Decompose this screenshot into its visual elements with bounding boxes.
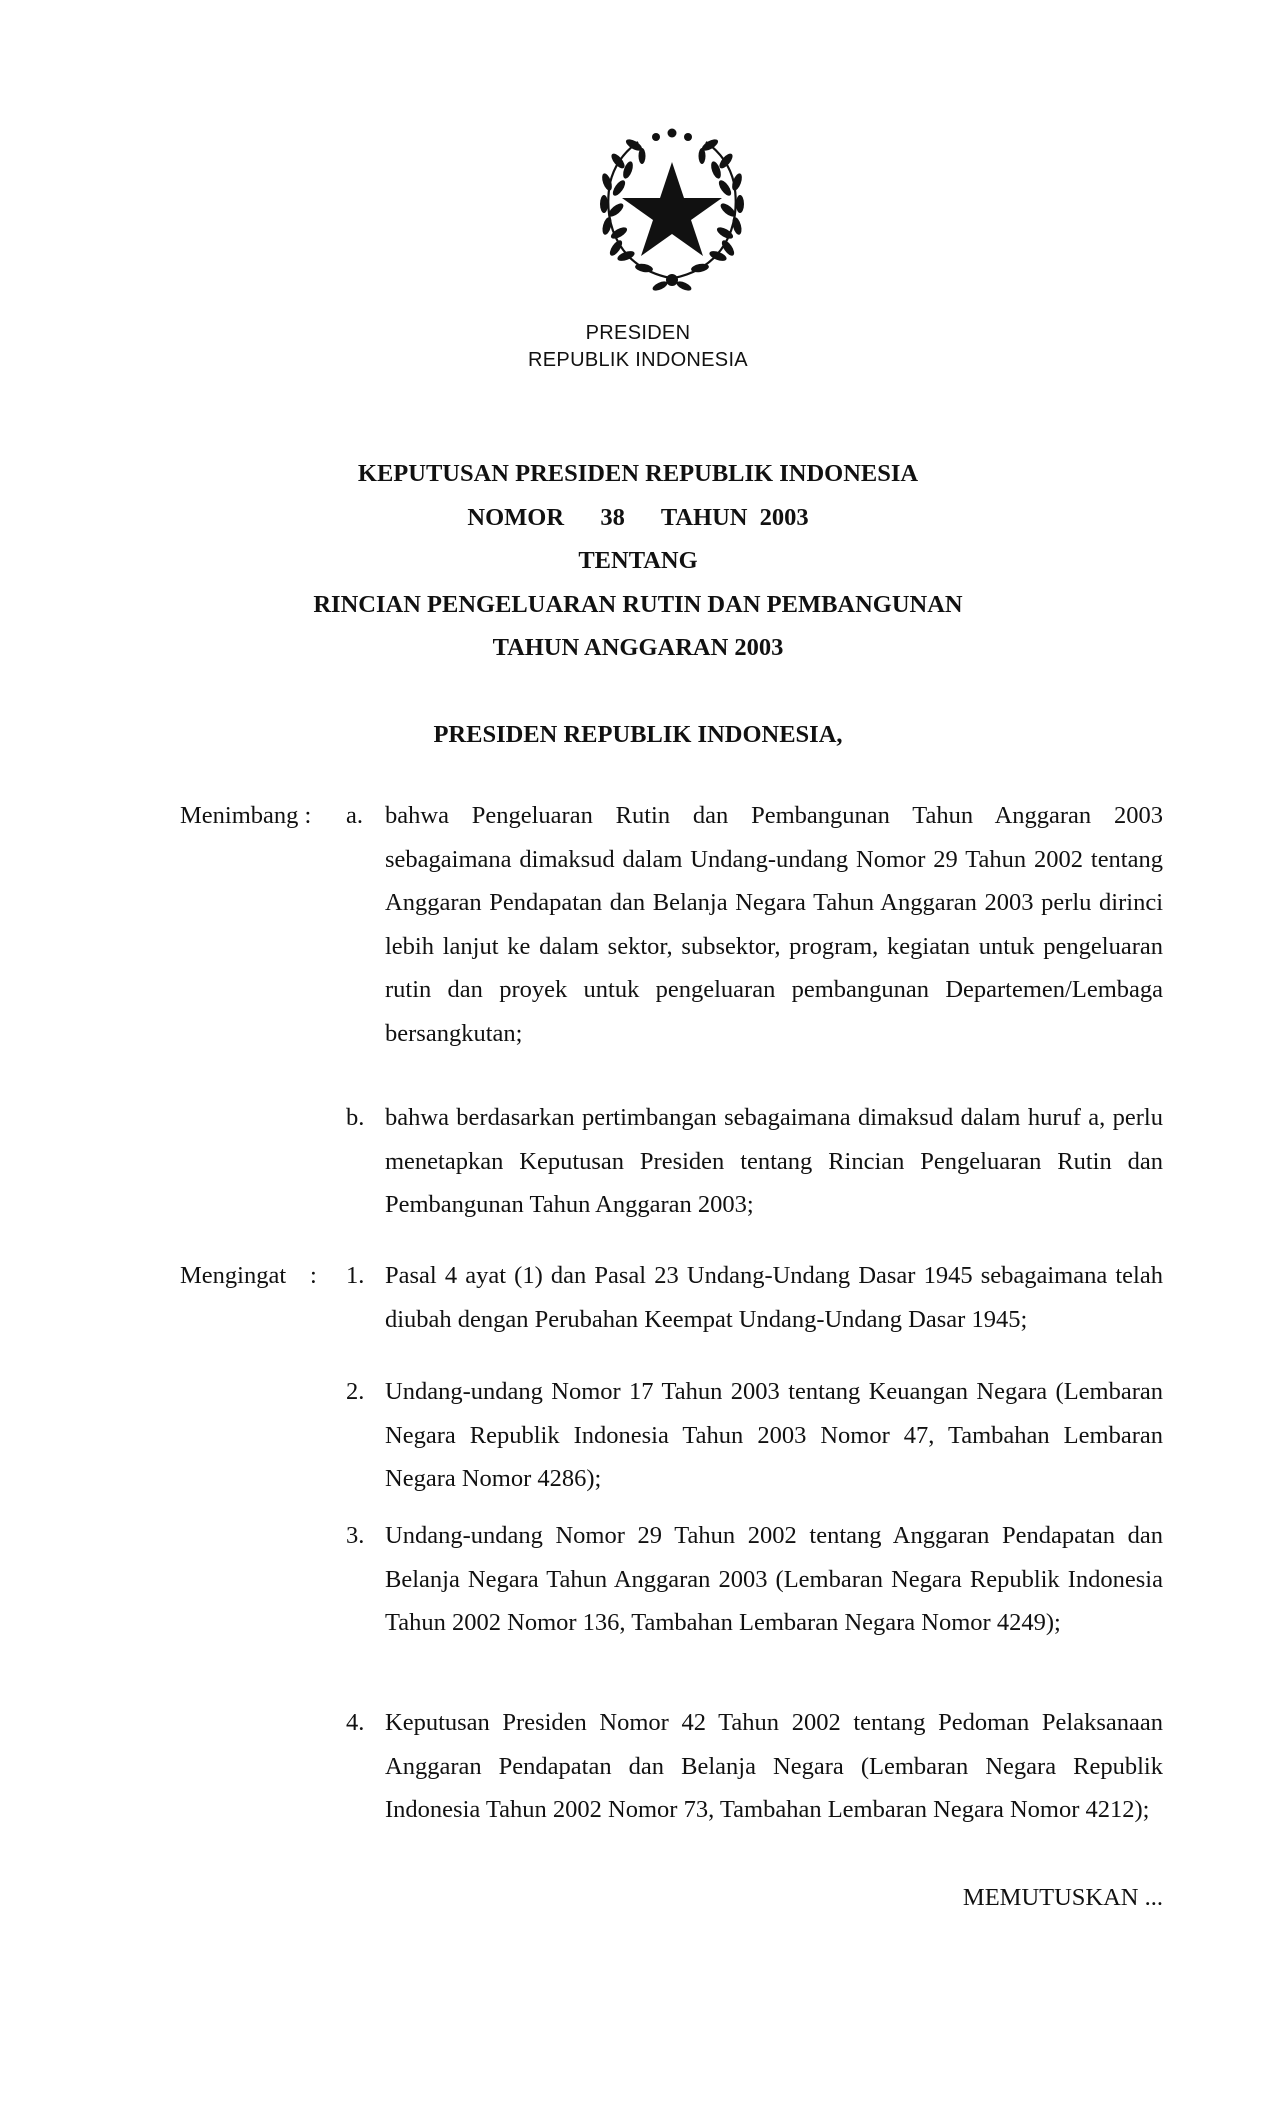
mengingat-colon: :	[310, 1262, 317, 1289]
title-presiden-ri: PRESIDEN REPUBLIK INDONESIA,	[433, 721, 843, 748]
header-republik-indonesia: REPUBLIK INDONESIA	[528, 349, 748, 371]
menimbang-marker-a: a.	[346, 802, 363, 829]
menimbang-marker-b: b.	[346, 1104, 365, 1131]
title-tahun-anggaran: TAHUN ANGGARAN 2003	[492, 634, 784, 661]
mengingat-marker-2: 2.	[346, 1378, 365, 1405]
continuation-text: MEMUTUSKAN ...	[962, 1884, 1163, 1911]
menimbang-label: Menimbang :	[180, 802, 312, 829]
title-subject: RINCIAN PENGELUARAN RUTIN DAN PEMBANGUNAN	[313, 591, 963, 618]
mengingat-marker-1: 1.	[346, 1262, 365, 1289]
mengingat-marker-4: 4.	[346, 1709, 365, 1736]
menimbang-item-a: bahwa Pengeluaran Rutin dan Pembangunan Tahun Anggaran 2003 sebagaimana dimaksud dalam Undang-undang Nomor 29 Tahun 2002 tentang Anggaran Pendapatan dan Belanja Negara Tahun Anggaran 2003 perlu dirinci lebih lanjut ke dalam sektor, subsektor, program, kegiatan untuk pengeluaran rutin dan proyek untuk pengeluaran pembangunan Departemen/Lembaga bersangkutan;	[385, 802, 1163, 1047]
mengingat-item-2: Undang-undang Nomor 17 Tahun 2003 tentang Keuangan Negara (Lembaran Negara Republik Indonesia Tahun 2003 Nomor 47, Tambahan Lembaran Negara Nomor 4286);	[385, 1378, 1163, 1492]
header-presiden: PRESIDEN	[585, 322, 691, 344]
mengingat-label: Mengingat	[180, 1262, 287, 1289]
title-keputusan: KEPUTUSAN PRESIDEN REPUBLIK INDONESIA	[357, 460, 919, 487]
mengingat-item-3: Undang-undang Nomor 29 Tahun 2002 tentang Anggaran Pendapatan dan Belanja Negara Tahun Anggaran 2003 (Lembaran Negara Republik Indonesia Tahun 2002 Nomor 136, Tambahan Lembaran Negara Nomor 4249);	[385, 1522, 1163, 1636]
title-tentang: TENTANG	[578, 547, 698, 574]
menimbang-item-b: bahwa berdasarkan pertimbangan sebagaimana dimaksud dalam huruf a, perlu menetapkan Keputusan Presiden tentang Rincian Pengeluaran Rutin dan Pembangunan Tahun Anggaran 2003;	[385, 1104, 1163, 1218]
mengingat-item-1: Pasal 4 ayat (1) dan Pasal 23 Undang-Undang Dasar 1945 sebagaimana telah diubah dengan Perubahan Keempat Undang-Undang Dasar 1945;	[385, 1262, 1163, 1333]
presidential-seal-emblem	[592, 128, 752, 294]
title-nomor: NOMOR 38 TAHUN 2003	[467, 504, 809, 531]
mengingat-item-4: Keputusan Presiden Nomor 42 Tahun 2002 tentang Pedoman Pelaksanaan Anggaran Pendapatan dan Belanja Negara (Lembaran Negara Republik Indonesia Tahun 2002 Nomor 73, Tambahan Lembaran Negara Nomor 4212);	[385, 1709, 1163, 1823]
mengingat-marker-3: 3.	[346, 1522, 365, 1549]
